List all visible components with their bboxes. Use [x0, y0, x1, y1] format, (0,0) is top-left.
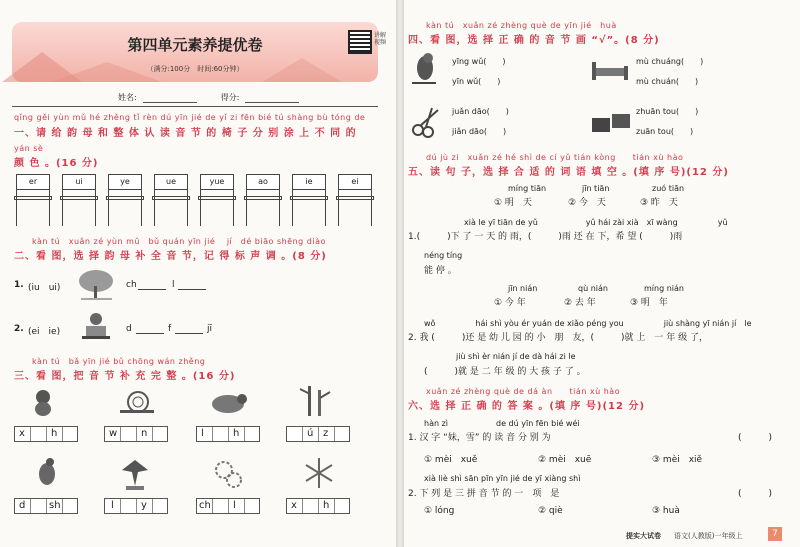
chair-label: ui — [62, 174, 96, 190]
s3-answer-box-4[interactable] — [286, 426, 350, 442]
s3-box-5-b: sh — [49, 500, 61, 511]
s4-item1-a[interactable]: yīng wǔ( ) — [452, 57, 506, 66]
s6-q2-opt-2: ② qiè — [538, 506, 563, 516]
chair-1[interactable] — [14, 174, 52, 226]
s5-q1b-pinyin: néng tíng — [424, 251, 463, 260]
s5-q2b: ( )就 是 二 年 级 的 大 孩 子 了 。 — [424, 367, 586, 377]
chair-label: yue — [200, 174, 234, 190]
s3-box-1-b: h — [51, 428, 58, 439]
page-number: 7 — [768, 527, 782, 541]
s3-answer-box-3[interactable] — [196, 426, 260, 442]
s4-item4-b[interactable]: zuān tou( ) — [636, 127, 694, 136]
s4-item3-a[interactable]: juǎn dāo( ) — [452, 107, 509, 116]
right-page — [404, 0, 800, 547]
chair-2[interactable] — [60, 174, 98, 226]
name-score-row — [118, 92, 299, 103]
s3-box-6-a: l — [111, 500, 114, 511]
bed-icon — [590, 58, 630, 84]
s3-box-8-a: x — [291, 500, 297, 511]
book-gutter — [396, 0, 404, 547]
s5-q1: 1.( )下 了 一 天 的 雨，( )雨 还 在 下，希 望 ( )雨 — [408, 232, 683, 242]
s4-item2-a[interactable]: mù chuáng( ) — [636, 57, 704, 66]
chair-8[interactable] — [336, 174, 374, 226]
snail-icon — [116, 390, 156, 416]
s2-q2-options: (ei ie) — [28, 327, 61, 337]
s3-box-3-b: h — [233, 428, 240, 439]
s6-pinyin: xuǎn zé zhèng què de dá àn tián xù hào — [426, 387, 621, 396]
kangaroo-icon — [32, 456, 62, 490]
chair-label: ie — [292, 174, 326, 190]
s3-box-3-a: l — [201, 428, 204, 439]
parrot-icon — [410, 52, 440, 88]
s3-box-2-a: w — [109, 428, 118, 439]
chair-label: ao — [246, 174, 280, 190]
footer-book: 语文(人教版)一年级上 — [674, 532, 743, 540]
chair-label: ei — [338, 174, 372, 190]
gears-icon — [212, 458, 244, 490]
s3-box-7-a: ch — [199, 500, 211, 511]
chair-3[interactable] — [106, 174, 144, 226]
s3-box-8-b: h — [323, 500, 330, 511]
s2-q1-options: (iu ui) — [28, 283, 61, 293]
s5-q2: 2. 我 ( )还 是 幼 儿 园 的 小 朋 友，( )就 上 一 年 级 了， — [408, 333, 708, 343]
qr-code-icon[interactable] — [348, 30, 372, 54]
s5-g1-opt-2: ② 今 天 — [568, 198, 606, 208]
child-reading-icon — [78, 310, 114, 344]
s4-title: 四、看 图，选 择 正 确 的 音 节 画 “√”。(8 分) — [408, 35, 660, 46]
s1-pinyin: qǐng gěi yùn mǔ hé zhěng tǐ rèn dú yīn jié de yǐ zi fēn bié tú shàng bù tóng de — [14, 113, 366, 122]
chair-6[interactable] — [244, 174, 282, 226]
name-field[interactable] — [143, 94, 197, 103]
monkey-icon — [30, 388, 56, 416]
s5-q2b-pinyin: jiù shì èr nián jí de dà hái zi le — [456, 352, 576, 361]
s6-q1: 1. 汉 字 “妹，雪” 的 读 音 分 别 为 — [408, 433, 551, 443]
s3-answer-box-2[interactable] — [104, 426, 168, 442]
s4-item4-a[interactable]: zhuān tou( ) — [636, 107, 699, 116]
s6-q2-pinyin: xià liè shì sān pīn yīn jié de yī xiàng shì — [424, 474, 581, 483]
chair-5[interactable] — [198, 174, 236, 226]
s6-q2-opt-3: ③ huà — [652, 506, 680, 516]
tiger-icon — [208, 390, 248, 416]
s2-q2-number: 2. — [14, 324, 24, 334]
s4-item3-b[interactable]: jiǎn dāo( ) — [452, 127, 507, 136]
s5-title: 五、读 句 子，选 择 合 适 的 词 语 填 空 。(填 序 号)(12 分) — [408, 167, 729, 178]
s5-g2-py-2: qù nián — [578, 284, 608, 293]
chair-label: er — [16, 174, 50, 190]
s3-box-7-b: l — [233, 500, 236, 511]
s3-box-6-b: y — [141, 500, 147, 511]
footer-brand: 提实大试卷 — [626, 532, 661, 540]
s1-title-2: 颜 色 。(16 分) — [14, 158, 99, 169]
s5-g2-opt-1: ① 今 年 — [494, 298, 526, 308]
s5-g2-py-1: jīn nián — [508, 284, 538, 293]
s6-q1-opt-2: ② mèi xuē — [538, 455, 592, 465]
s3-title: 三、看 图，把 音 节 补 充 完 整 。(16 分) — [14, 371, 236, 382]
s4-item2-b[interactable]: mù chuán( ) — [636, 77, 699, 86]
chair-7[interactable] — [290, 174, 328, 226]
s3-box-5-a: d — [19, 500, 26, 511]
score-label: 得分: — [220, 93, 240, 102]
s5-g2-opt-2: ② 去 年 — [564, 298, 596, 308]
s3-box-2-b: n — [141, 428, 148, 439]
s3-pinyin: kàn tú bǎ yīn jié bǔ chōng wán zhěng — [32, 357, 206, 366]
s4-pinyin: kàn tú xuǎn zé zhèng què de yīn jié huà — [426, 21, 617, 30]
s6-q1-answer[interactable]: ( ) — [738, 433, 773, 443]
s3-answer-box-5[interactable] — [14, 498, 78, 514]
s2-title: 二、看 图，选 择 韵 母 补 全 音 节，记 得 标 声 调 。(8 分) — [14, 251, 327, 262]
s5-g1-opt-1: ① 明 天 — [494, 198, 532, 208]
name-label: 姓名: — [118, 93, 137, 102]
snowflake-icon — [302, 456, 336, 490]
divider — [12, 106, 378, 107]
s5-g2-py-3: míng nián — [644, 284, 684, 293]
bricks-icon — [590, 108, 632, 136]
s5-pinyin: dú jù zi xuǎn zé hé shì de cí yǔ tián kòng tián xù hào — [426, 153, 684, 162]
s6-q1-opt-1: ① mèi xuě — [424, 455, 478, 465]
s6-q1-opt-3: ③ mèi xiě — [652, 455, 703, 465]
s4-item1-b[interactable]: yīn wǔ( ) — [452, 77, 501, 86]
s2-q1-b: l — [172, 280, 175, 290]
qr-label: 讲解视频 — [374, 32, 387, 46]
page-title: 第四单元素养提优卷 — [127, 36, 263, 54]
s2-pinyin: kàn tú xuǎn zé yùn mǔ bǔ quán yīn jié jí dé biāo shēng diào — [32, 237, 326, 246]
score-field[interactable] — [245, 94, 299, 103]
s5-q2-pinyin: wǒ hái shì yòu ér yuán de xiǎo péng you jiù shàng yī nián jí le — [424, 319, 752, 328]
s3-box-4-a: ú — [307, 428, 314, 439]
s5-g1-py-3: zuó tiān — [652, 184, 685, 193]
title-banner — [12, 22, 387, 82]
scissors-icon — [410, 106, 442, 138]
s2-q1-blank-b[interactable] — [178, 289, 206, 290]
s2-q1-blank-a[interactable] — [138, 289, 166, 290]
s3-box-1-a: x — [19, 428, 25, 439]
s1-title: 一、请 给 韵 母 和 整 体 认 读 音 节 的 椅 子 分 别 涂 上 不 同 的 — [14, 128, 357, 139]
s6-title: 六、选 择 正 确 的 答 案 。(填 序 号)(12 分) — [408, 401, 646, 412]
chair-label: ue — [154, 174, 188, 190]
s6-q2-answer[interactable]: ( ) — [738, 489, 773, 499]
s2-q2-blank-b[interactable] — [175, 333, 203, 334]
s2-q2-c: jī — [207, 324, 213, 334]
left-page — [0, 0, 396, 547]
s6-q2-opt-1: ① lóng — [424, 506, 455, 516]
s3-answer-box-7[interactable] — [196, 498, 260, 514]
s3-box-4-b: z — [323, 428, 329, 439]
s5-g1-py-2: jīn tiān — [582, 184, 610, 193]
s5-g1-py-1: míng tiān — [508, 184, 547, 193]
s5-g1-opt-3: ③ 昨 天 — [640, 198, 678, 208]
chair-label: ye — [108, 174, 142, 190]
s5-q1b: 能 停 。 — [424, 266, 457, 276]
chair-4[interactable] — [152, 174, 190, 226]
s2-q1-a: ch — [126, 280, 137, 290]
s6-q1-pinyin: hàn zì de dú yīn fēn bié wéi — [424, 419, 580, 428]
willow-tree-icon — [76, 268, 116, 302]
s5-g2-opt-3: ③ 明 年 — [630, 298, 668, 308]
s2-q2-b: f — [168, 324, 172, 334]
s3-answer-box-1[interactable] — [14, 426, 78, 442]
s3-answer-box-6[interactable] — [104, 498, 168, 514]
s3-answer-box-8[interactable] — [286, 498, 350, 514]
s2-q2-a: d — [126, 324, 132, 334]
page-subtitle: （满分:100分 时间:60分钟） — [146, 65, 244, 73]
s5-q1-pinyin: xià le yī tiān de yǔ yǔ hái zài xià xī wàng yǔ — [464, 218, 728, 227]
s2-q1-number: 1. — [14, 280, 24, 290]
eagle-icon — [118, 456, 152, 492]
bamboo-icon — [298, 384, 332, 418]
s1-pinyin-2: yán sè — [14, 144, 44, 153]
s6-q2: 2. 下 列 是 三 拼 音 节 的 一 项 是 — [408, 489, 560, 499]
s2-q2-blank-a[interactable] — [136, 333, 164, 334]
